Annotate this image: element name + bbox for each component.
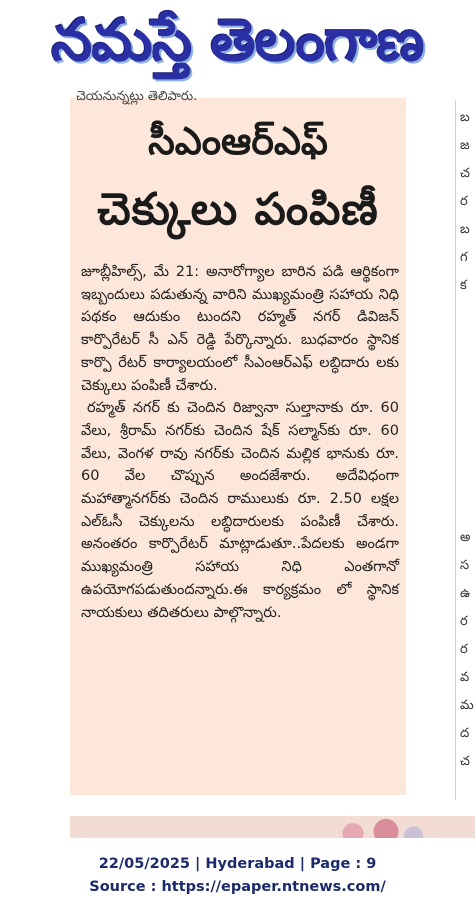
headline-line-1: సీఎంఆర్‌ఎఫ్ xyxy=(148,119,328,163)
fragment-glyph: జ xyxy=(460,138,470,153)
fragment-glyph: అ xyxy=(460,530,471,545)
cut-off-text-line: చెయనున్నట్లు తెలిపారు. xyxy=(76,89,198,104)
fragment-glyph: బ xyxy=(460,222,470,237)
fragment-glyph: ర xyxy=(460,642,468,657)
next-clipping-edge xyxy=(70,816,475,838)
fragment-glyph: ద xyxy=(460,726,470,741)
fragment-glyph: చ xyxy=(460,166,470,181)
fragment-glyph: గ xyxy=(460,250,468,265)
article-paragraph-1: జూబ్లీహిల్స్, మే 21: అనారోగ్యాల బారిన పడి ఆర్థికంగా ఇబ్బందులు పడుతున్న వారిని ముఖ్యమంత్రి సహాయ నిధి పథకం ఆదుకుం టుందని రహ్మత్ నగర్ డివిజన్ కార్పొరేటర్ సీ ఎన్ రెడ్డి పేర్కొన్నారు. బుధవారం స్థానిక కార్పొ రేటర్ కార్యాలయంలో సీఎంఆర్‌ఎఫ్ లబ్ధిదారు లకు చెక్కులు పంపిణీ చేశారు. xyxy=(81,264,399,394)
edition-info: 22/05/2025 | Hyderabad | Page : 9 xyxy=(98,856,377,872)
adjacent-column-fragment xyxy=(460,100,475,790)
fragment-glyph: బ xyxy=(460,110,470,125)
headline-line-2: చెక్కులు పంపిణీ xyxy=(97,184,379,235)
fragment-glyph: ఉ xyxy=(460,586,471,601)
fragment-glyph: మ xyxy=(460,698,474,713)
fragment-glyph: ర xyxy=(460,194,468,209)
column-divider xyxy=(455,100,456,800)
article-paragraph-2: రహ్మత్ నగర్ కు చెందిన రిజ్వానా సుల్తానాకు రూ. 60 వేలు, శ్రీరామ్ నగర్‌కు చెందిన షేక్ సల్మాన్‌కు రూ. 60 వేలు, వెంగళ రావు నగర్‌కు చెందిన మల్లిక భానుకు రూ. 60 వేల చొప్పున అందజేశారు. అదేవిధంగా మహాత్మానగర్‌కు చెందిన రాములుకు రూ. 2.50 లక్షల ఎల్‌ఓసీ చెక్కులను లబ్ధిదారులకు పంపిణీ చేశారు. అనంతరం కార్పొరేటర్ మాట్లాడుతూ..పేదలకు అండగా ముఖ్యమంత్రి సహాయ నిధి ఎంతగానో ఉపయోగపడుతుందన్నారు.ఈ కార్యక్రమం లో స్థానిక నాయకులు తదితరులు పాల్గొన్నారు. xyxy=(81,400,399,621)
article-body xyxy=(81,261,399,624)
fragment-glyph: క xyxy=(460,278,467,293)
newspaper-logo: నమస్తే తెలంగాణ xyxy=(51,6,424,74)
masthead xyxy=(0,0,475,80)
fragment-glyph: ర xyxy=(460,614,468,629)
fragment-glyph: వ xyxy=(460,670,470,685)
source-link[interactable]: Source : https://epaper.ntnews.com/ xyxy=(89,879,386,895)
fragment-glyph: స xyxy=(460,558,470,573)
flower-image-fragment xyxy=(320,816,430,838)
article-clipping xyxy=(70,89,406,795)
fragment-glyph: చ xyxy=(460,754,470,769)
